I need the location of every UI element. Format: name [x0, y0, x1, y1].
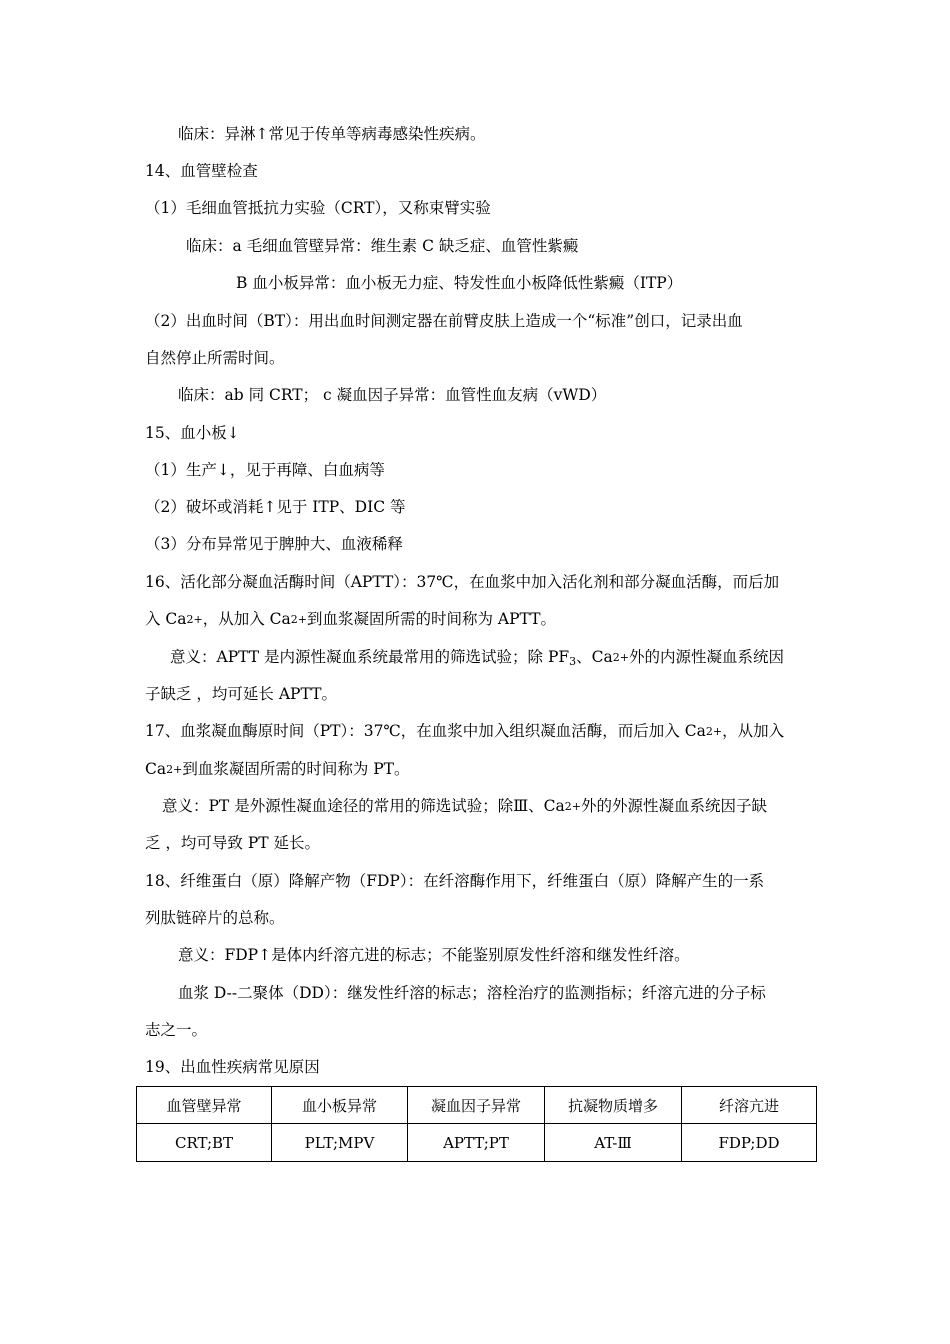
text-line: （1）毛细血管抵抗力实验（CRT），又称束臂实验	[145, 199, 491, 217]
text-line: （2）破坏或消耗↑见于 ITP、DIC 等	[145, 498, 406, 516]
table-row	[137, 1124, 817, 1162]
text-line: 临床：ab 同 CRT； c 凝血因子异常：血管性血友病（vWD）	[178, 386, 607, 404]
table-cell: PLT;MPV	[272, 1124, 408, 1162]
text-line: Ca2+到血浆凝固所需的时间称为 PT。	[145, 760, 410, 778]
text-line: （1）生产↓，见于再障、白血病等	[145, 461, 385, 479]
text-line: B 血小板异常：血小板无力症、特发性血小板降低性紫癜（ITP）	[236, 274, 683, 292]
text-line: 自然停止所需时间。	[145, 349, 285, 367]
table-cell: CRT;BT	[137, 1124, 272, 1162]
text-line: 入 Ca2+，从加入 Ca2+到血浆凝固所需的时间称为 APTT。	[145, 610, 557, 628]
table-header-cell: 血管壁异常	[137, 1087, 272, 1124]
text-line: 意义：PT 是外源性凝血途径的常用的筛选试验；除Ⅲ、Ca2+外的外源性凝血系统因子缺	[162, 797, 767, 815]
text-line: 临床：异淋↑常见于传单等病毒感染性疾病。	[178, 125, 486, 143]
table-header-cell: 纤溶亢进	[682, 1087, 817, 1124]
section-heading: 17、血浆凝血酶原时间（PT）：37℃，在血浆中加入组织凝血活酶，而后加入 Ca2+，从加入	[145, 722, 785, 740]
text-line: 临床：a 毛细血管壁异常：维生素 C 缺乏症、血管性紫癜	[186, 237, 579, 255]
section-heading: 15、血小板↓	[145, 424, 240, 442]
table-header-cell: 凝血因子异常	[408, 1087, 545, 1124]
table-cell: FDP;DD	[682, 1124, 817, 1162]
text-line: 意义：FDP↑是体内纤溶亢进的标志；不能鉴别原发性纤溶和继发性纤溶。	[178, 946, 690, 964]
text-line: （2）出血时间（BT）：用出血时间测定器在前臂皮肤上造成一个“标准”创口，记录出血	[145, 312, 743, 330]
table-cell: AT-Ⅲ	[545, 1124, 682, 1162]
text-line: 血浆 D--二聚体（DD）：继发性纤溶的标志；溶栓治疗的监测指标；纤溶亢进的分子标	[178, 984, 766, 1002]
section-heading: 16、活化部分凝血活酶时间（APTT）：37℃，在血浆中加入活化剂和部分凝血活酶，而后加	[145, 573, 780, 591]
table-header-row	[137, 1087, 817, 1124]
text-line: 乏 ，均可导致 PT 延长。	[145, 834, 321, 852]
table-header-cell: 抗凝物质增多	[545, 1087, 682, 1124]
section-heading: 14、血管壁检查	[145, 162, 258, 180]
table-header-cell: 血小板异常	[272, 1087, 408, 1124]
causes-table	[136, 1086, 817, 1162]
section-heading: 18、纤维蛋白（原）降解产物（FDP）：在纤溶酶作用下，纤维蛋白（原）降解产生的一系	[145, 872, 765, 890]
text-line: （3）分布异常见于脾肿大、血液稀释	[145, 535, 403, 553]
table-cell: APTT;PT	[408, 1124, 545, 1162]
section-heading: 19、出血性疾病常见原因	[145, 1058, 320, 1076]
text-line: 志之一。	[145, 1021, 208, 1039]
text-line: 子缺乏 ，均可延长 APTT。	[145, 685, 337, 703]
text-line: 意义：APTT 是内源性凝血系统最常用的筛选试验；除 PF3、Ca2+外的内源性凝血系统因	[170, 648, 784, 668]
text-line: 列肽链碎片的总称。	[145, 909, 285, 927]
